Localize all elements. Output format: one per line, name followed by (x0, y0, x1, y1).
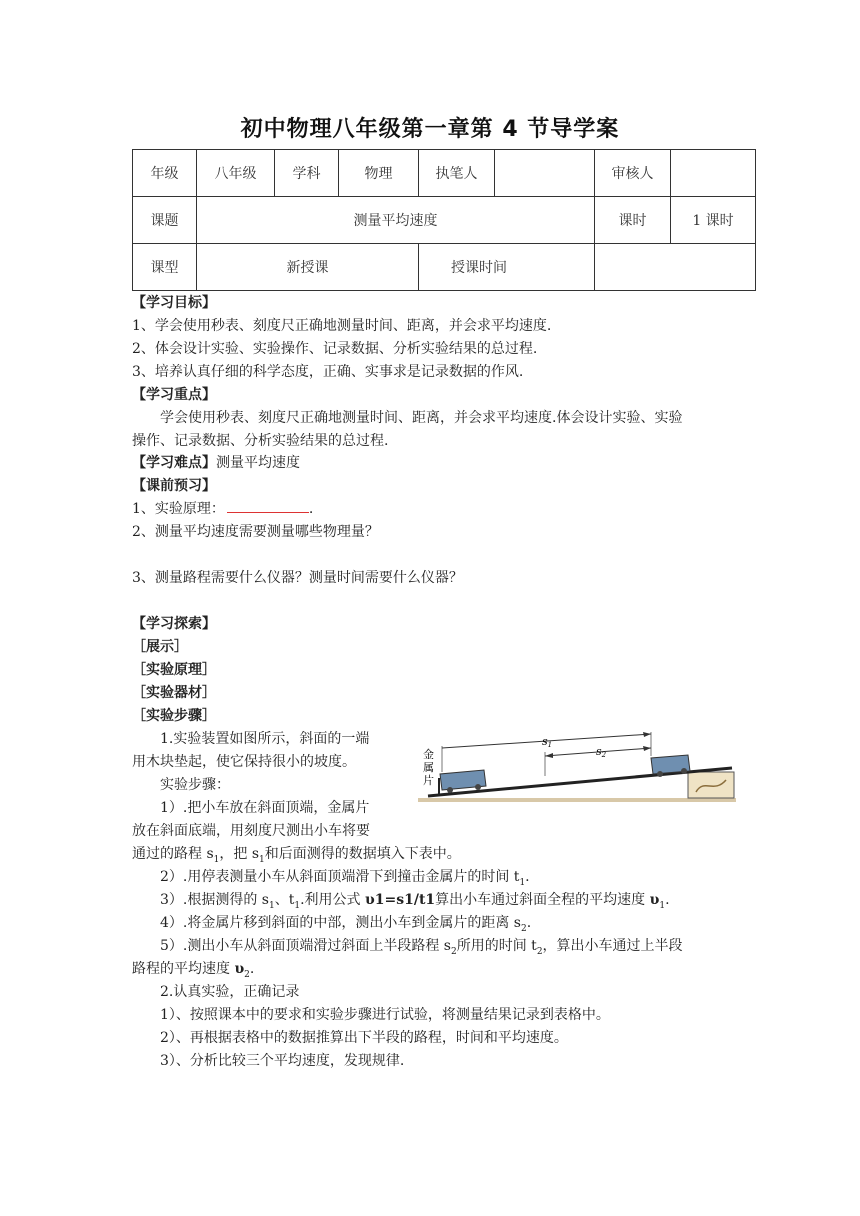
text-span: 、t (274, 892, 295, 908)
s2-arrowhead (643, 746, 651, 751)
steps-label: 实验步骤： (160, 777, 230, 793)
s1-label: s1 (542, 735, 553, 749)
goal-item: 1、学会使用秒表、刻度尺正确地测量时间、距离，并会求平均速度. (132, 318, 552, 334)
s1-arrowhead (643, 732, 651, 737)
text-span: . (249, 961, 255, 977)
page-title: 初中物理八年级第一章第 4 节导学案 (240, 117, 620, 142)
text-span: ，算出小车通过上半段 (542, 938, 683, 954)
text-span: 2）.用停表测量小车从斜面顶端滑下到撞击金属片的时间 t (160, 869, 520, 885)
incline-figure (408, 728, 738, 808)
record-line: 1）、按照课本中的要求和实验步骤进行试验，将测量结果记录到表格中。 (160, 1007, 610, 1023)
text-span: .利用公式 (300, 892, 366, 908)
text-span: 通过的路程 s (132, 846, 214, 862)
substep5-line: 5）.测出小车从斜面顶端滑过斜面上半段路程 $s_2$所用的时间 $t_2$，算出小车通过上半段 (160, 938, 683, 957)
cart-wheel (657, 771, 663, 777)
key-heading: 【学习重点】 (132, 387, 216, 403)
step2-line: 2.认真实验，正确记录 (160, 984, 300, 1000)
hours-value: 1 课时 (671, 197, 756, 244)
author-value (495, 150, 595, 197)
metal-label-2: 属 (423, 761, 434, 774)
preview-q1-text: 1、实验原理： (132, 501, 225, 517)
goal-item: 2、体会设计实验、实验操作、记录数据、分析实验结果的总过程. (132, 341, 538, 357)
substep1-line: 放在斜面底端，用刻度尺测出小车将要 (132, 823, 370, 839)
reviewer-label: 审核人 (595, 150, 671, 197)
substep4-line: 4）.将金属片移到斜面的中部，测出小车到金属片的距离 $s_2$. (160, 915, 532, 934)
text-span: . (665, 892, 670, 908)
grade-value: 八年级 (197, 150, 275, 197)
difficulty-heading: 【学习难点】 (132, 455, 216, 471)
topic-label: 课题 (133, 197, 197, 244)
difficulty-text: 测量平均速度 (216, 455, 300, 471)
principle-heading: ［实验原理］ (132, 662, 216, 678)
info-table (132, 149, 756, 291)
step1-line: 用木块垫起，使它保持很小的坡度。 (132, 754, 356, 770)
goal-item: 3、培养认真仔细的科学态度，正确、实事求是记录数据的作风. (132, 364, 524, 380)
text-span: 路程的平均速度 (132, 961, 235, 977)
steps-heading: ［实验步骤］ (132, 708, 216, 724)
text-span: 算出小车通过斜面全程的平均速度 (435, 892, 650, 908)
equipment-heading: ［实验器材］ (132, 685, 216, 701)
text-span: 4）.将金属片移到斜面的中部，测出小车到金属片的距离 s (160, 915, 521, 931)
text-span: 所用的时间 t (456, 938, 537, 954)
goals-heading: 【学习目标】 (132, 295, 216, 311)
metal-label-1: 金 (423, 748, 434, 761)
cart-wheel (447, 787, 453, 793)
record-line: 2）、再根据表格中的数据推算出下半段的路程，时间和平均速度。 (160, 1030, 568, 1046)
type-value: 新授课 (197, 244, 419, 291)
author-label: 执笔人 (419, 150, 495, 197)
text-span: . (525, 869, 530, 885)
substep1-line: 1）.把小车放在斜面顶端，金属片 (160, 800, 370, 816)
substep1-line: 通过的路程 $s_1$，把 $s_1$和后面测得的数据填入下表中。 (132, 846, 461, 865)
text-span: 3）.根据测得的 s (160, 892, 269, 908)
cart-wheel (681, 768, 687, 774)
explore-heading: 【学习探索】 (132, 616, 216, 632)
difficulty-line (132, 452, 300, 474)
topic-value: 测量平均速度 (197, 197, 595, 244)
text-span: ，把 s (219, 846, 260, 862)
key-line: 操作、记录数据、分析实验结果的总过程. (132, 433, 389, 449)
substep5-line: 路程的平均速度 $\upsilon_2$. (132, 961, 255, 980)
show-heading: ［展示］ (132, 639, 188, 655)
velocity-symbol: υ (234, 961, 245, 977)
record-line: 3）、分析比较三个平均速度，发现规律. (160, 1053, 405, 1069)
s2-label: s2 (596, 745, 607, 759)
substep3-line: 3）.根据测得的 $s_1$、$t_1$.利用公式 υ1=s1/t1算出小车通过斜面全程的平均速度 $\upsilon_1$. (160, 892, 670, 911)
hours-label: 课时 (595, 197, 671, 244)
preview-q1-end: . (308, 501, 314, 517)
substep2-line: 2）.用停表测量小车从斜面顶端滑下到撞击金属片的时间 $t_1$. (160, 869, 530, 888)
time-value (595, 244, 756, 291)
subject-label: 学科 (275, 150, 339, 197)
cart-wheel (475, 784, 481, 790)
ground (418, 798, 736, 802)
preview-q3: 3、测量路程需要什么仪器？测量时间需要什么仪器？ (132, 570, 463, 586)
text-span: . (526, 915, 532, 931)
preview-heading: 【课前预习】 (132, 478, 216, 494)
text-span: 5）.测出小车从斜面顶端滑过斜面上半段路程 s (160, 938, 451, 954)
preview-q2: 2、测量平均速度需要测量哪些物理量？ (132, 524, 379, 540)
step1-line: 1.实验装置如图所示，斜面的一端 (160, 731, 370, 747)
wood-block (688, 772, 734, 798)
metal-label-3: 片 (423, 774, 434, 787)
formula: υ1=s1/t1 (365, 892, 436, 908)
preview-q1 (132, 498, 313, 520)
reviewer-value (671, 150, 756, 197)
grade-label: 年级 (133, 150, 197, 197)
type-label: 课型 (133, 244, 197, 291)
text-span: 和后面测得的数据填入下表中。 (264, 846, 461, 862)
time-label: 授课时间 (419, 244, 595, 291)
velocity-symbol: υ (649, 892, 660, 908)
key-line: 学会使用秒表、刻度尺正确地测量时间、距离，并会求平均速度.体会设计实验、实验 (160, 410, 683, 426)
subject-value: 物理 (339, 150, 419, 197)
answer-blank[interactable] (227, 498, 309, 513)
